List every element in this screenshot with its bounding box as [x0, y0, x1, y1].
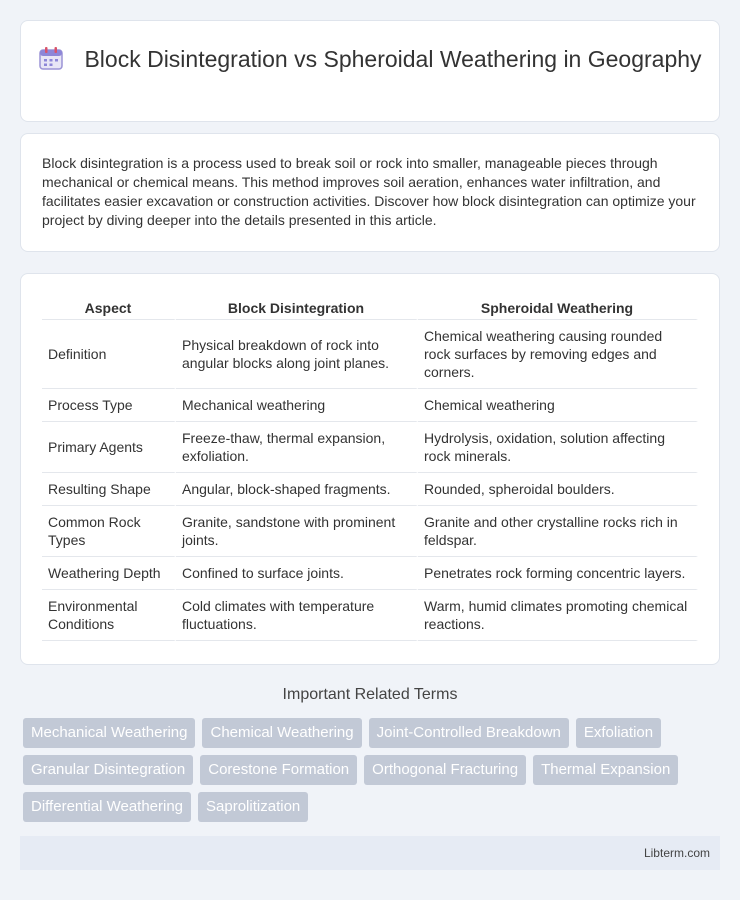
- tag-joint-controlled-breakdown[interactable]: Joint-Controlled Breakdown: [369, 718, 569, 748]
- calendar-icon: [38, 46, 64, 77]
- row-aspect: Resulting Shape: [42, 473, 176, 506]
- title-card: [20, 20, 720, 122]
- row-block-value: Mechanical weathering: [176, 389, 418, 422]
- row-spheroidal-value: Chemical weathering: [418, 389, 698, 422]
- intro-paragraph: Block disintegration is a process used to break soil or rock into smaller, manageable pieces through mechanical or chemical means. This method improves soil aeration, enhances water infiltration, and facilitates easier excavation or construction activities. Discover how block disintegration can optimize your project by diving deeper into the details presented in this article.: [42, 155, 696, 228]
- comparison-card: [20, 273, 720, 665]
- tag-thermal-expansion[interactable]: Thermal Expansion: [533, 755, 678, 785]
- page-title-text: Block Disintegration vs Spheroidal Weathering in Geography: [84, 46, 702, 72]
- row-spheroidal-value: Warm, humid climates promoting chemical reactions.: [418, 590, 698, 641]
- header-block-disintegration: Block Disintegration: [176, 294, 418, 320]
- tag-differential-weathering[interactable]: Differential Weathering: [23, 792, 191, 822]
- tag-granular-disintegration[interactable]: Granular Disintegration: [23, 755, 193, 785]
- tag-mechanical-weathering[interactable]: Mechanical Weathering: [23, 718, 195, 748]
- table-row: [42, 320, 698, 389]
- header-aspect: Aspect: [42, 294, 176, 320]
- related-terms-heading: Important Related Terms: [282, 686, 458, 703]
- row-spheroidal-value: Hydrolysis, oxidation, solution affecting rock minerals.: [418, 422, 698, 473]
- row-block-value: Cold climates with temperature fluctuations.: [176, 590, 418, 641]
- page-title: [21, 45, 719, 77]
- table-row: [42, 422, 698, 473]
- row-block-value: Angular, block-shaped fragments.: [176, 473, 418, 506]
- related-terms-list: [23, 718, 717, 822]
- row-block-value: Freeze-thaw, thermal expansion, exfoliation.: [176, 422, 418, 473]
- tag-exfoliation[interactable]: Exfoliation: [576, 718, 661, 748]
- tag-corestone-formation[interactable]: Corestone Formation: [200, 755, 357, 785]
- row-aspect: Definition: [42, 320, 176, 389]
- row-block-value: Confined to surface joints.: [176, 557, 418, 590]
- row-block-value: Physical breakdown of rock into angular blocks along joint planes.: [176, 320, 418, 389]
- tag-saprolitization[interactable]: Saprolitization: [198, 792, 308, 822]
- row-aspect: Common Rock Types: [42, 506, 176, 557]
- intro-card: [20, 133, 720, 252]
- row-aspect: Weathering Depth: [42, 557, 176, 590]
- row-block-value: Granite, sandstone with prominent joints.: [176, 506, 418, 557]
- footer-site-link[interactable]: Libterm.com: [643, 846, 710, 860]
- table-row: [42, 389, 698, 422]
- row-aspect: Process Type: [42, 389, 176, 422]
- table-header-row: [42, 294, 698, 320]
- header-spheroidal-weathering: Spheroidal Weathering: [418, 294, 698, 320]
- row-spheroidal-value: Granite and other crystalline rocks rich in feldspar.: [418, 506, 698, 557]
- row-spheroidal-value: Chemical weathering causing rounded rock surfaces by removing edges and corners.: [418, 320, 698, 389]
- row-spheroidal-value: Penetrates rock forming concentric layers.: [418, 557, 698, 590]
- footer: [20, 836, 720, 870]
- table-row: [42, 557, 698, 590]
- row-aspect: Primary Agents: [42, 422, 176, 473]
- row-aspect: Environmental Conditions: [42, 590, 176, 641]
- tag-chemical-weathering[interactable]: Chemical Weathering: [202, 718, 361, 748]
- row-spheroidal-value: Rounded, spheroidal boulders.: [418, 473, 698, 506]
- tag-orthogonal-fracturing[interactable]: Orthogonal Fracturing: [364, 755, 526, 785]
- table-row: [42, 506, 698, 557]
- table-row: [42, 473, 698, 506]
- table-row: [42, 590, 698, 641]
- comparison-table: [42, 294, 698, 641]
